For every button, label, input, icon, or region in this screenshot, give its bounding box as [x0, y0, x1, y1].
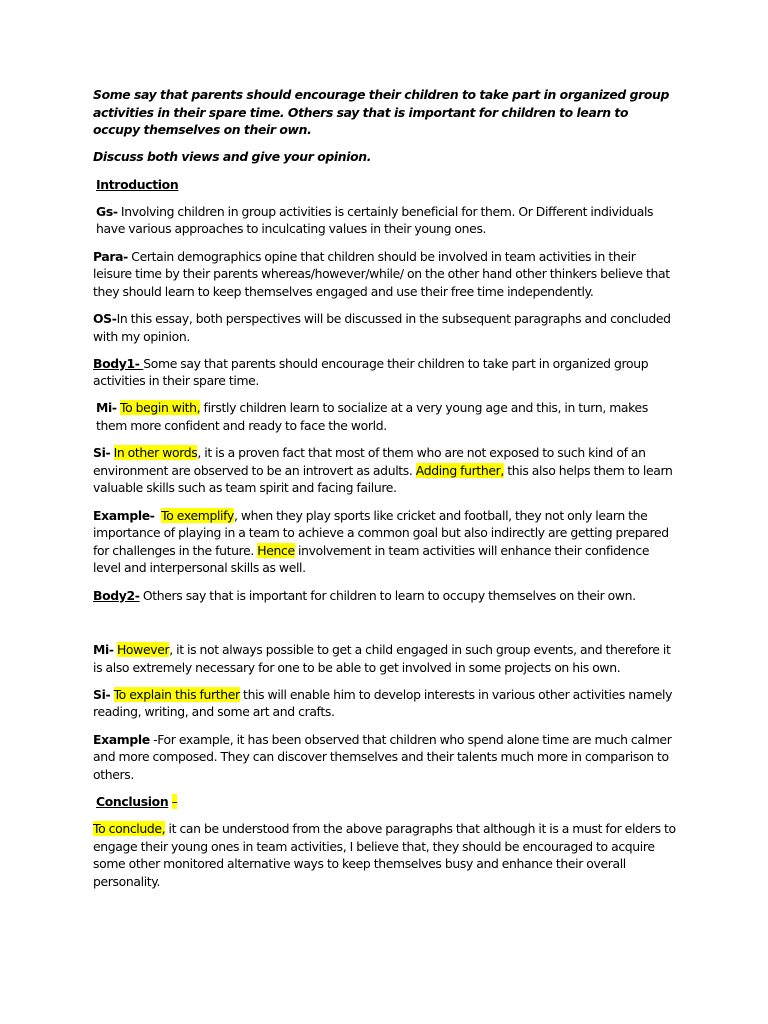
body2-text: Others say that is important for children to learn to occupy themselves on their own. — [139, 587, 636, 603]
os-label: OS- — [93, 310, 117, 326]
body1-mi-label: Mi- — [96, 400, 117, 416]
introduction-heading-paragraph — [96, 176, 676, 194]
body2-mi-label: Mi- — [93, 641, 114, 657]
para-label: Para- — [93, 248, 128, 264]
blank-line — [93, 614, 676, 632]
conclusion-heading-paragraph — [96, 793, 676, 811]
body1-example-text-1: , when they play sports like cricket and football, they not only learn the importance of playing in a team to achieve a common goal but also indirectly are getting prepared for challenges in the future. — [93, 507, 669, 558]
body1-si-highlight-2: Adding further, — [415, 462, 504, 478]
para-paragraph — [93, 248, 676, 301]
conclusion-paragraph — [93, 820, 676, 890]
body2-si-label: Si- — [93, 686, 111, 702]
body1-si-label: Si- — [93, 445, 111, 461]
body1-example-paragraph — [93, 507, 676, 577]
os-paragraph — [93, 310, 676, 345]
body2-mi-highlight: However — [116, 641, 170, 657]
body1-si-text-1: , it is a proven fact that most of them who are not exposed to such kind of an environment are observed to be an introvert as adults. — [93, 445, 646, 478]
body1-example-label: Example- — [93, 507, 155, 523]
gs-label: Gs- — [96, 203, 118, 219]
essay-instruction: Discuss both views and give your opinion. — [93, 149, 372, 165]
conclusion-dash: – — [171, 793, 178, 809]
conclusion-highlight: To conclude, — [93, 821, 166, 837]
essay-question: Some say that parents should encourage their children to take part in organized group activities in their spare time. Others say that is important for children to learn to occupy themselves on their own. — [93, 87, 670, 138]
conclusion-heading: Conclusion — [96, 793, 169, 809]
body1-example-highlight-1: To exemplify — [161, 507, 234, 523]
body1-si-text-2: this also helps them to learn valuable skills such as team spirit and facing failure. — [93, 462, 673, 496]
body1-si-highlight-1: In other words — [113, 445, 198, 461]
body1-mi-paragraph — [96, 399, 676, 434]
os-text: In this essay, both perspectives will be discussed in the subsequent paragraphs and concluded with my opinion. — [93, 310, 671, 344]
body2-si-text: this will enable him to develop interests in various other activities namely reading, writing, and some art and crafts. — [93, 686, 673, 720]
body1-example-text-2: involvement in team activities will enhance their confidence level and interpersonal skills as well. — [93, 542, 650, 576]
body1-paragraph — [93, 355, 676, 390]
gs-text: Involving children in group activities is certainly beneficial for them. Or Different individuals have various approaches to inculcating values in their young ones. — [96, 203, 654, 237]
body1-si-paragraph — [93, 444, 676, 497]
body2-example-text: -For example, it has been observed that children who spend alone time are much calmer and more composed. They can discover themselves and their talents much more in comparison to others. — [93, 731, 672, 782]
conclusion-text: it can be understood from the above paragraphs that although it is a must for elders to engage their young ones in team activities, I believe that, they should be encouraged to acquire some other monitored alternative ways to keep themselves busy and enhance their overall personality. — [93, 821, 676, 889]
body2-si-highlight: To explain this further — [113, 686, 240, 702]
introduction-heading: Introduction — [96, 176, 179, 192]
body2-label: Body2- — [93, 587, 140, 603]
body2-si-paragraph — [93, 686, 676, 721]
body1-mi-text: firstly children learn to socialize at a very young age and this, in turn, makes them more confident and ready to face the world. — [96, 400, 648, 434]
gs-paragraph — [96, 203, 676, 238]
body2-mi-text: , it is not always possible to get a child engaged in such group events, and therefore it is also extremely necessary for one to be able to get involved in some projects on his own. — [93, 641, 671, 675]
body2-paragraph — [93, 587, 676, 605]
body1-label: Body1- — [93, 355, 144, 371]
body1-text: Some say that parents should encourage their children to take part in organized group activities in their spare time. — [93, 355, 649, 389]
body2-mi-paragraph — [93, 641, 676, 676]
body1-mi-highlight: To begin with, — [119, 400, 201, 416]
body1-example-highlight-2: Hence — [257, 542, 295, 558]
body2-example-label: Example — [93, 731, 150, 747]
para-text: Certain demographics opine that children should be involved in team activities in their leisure time by their parents whereas/however/while/ on the other hand other thinkers believe that they should learn to keep themselves engaged and use their free time independently. — [93, 248, 670, 299]
body2-example-paragraph — [93, 731, 676, 784]
